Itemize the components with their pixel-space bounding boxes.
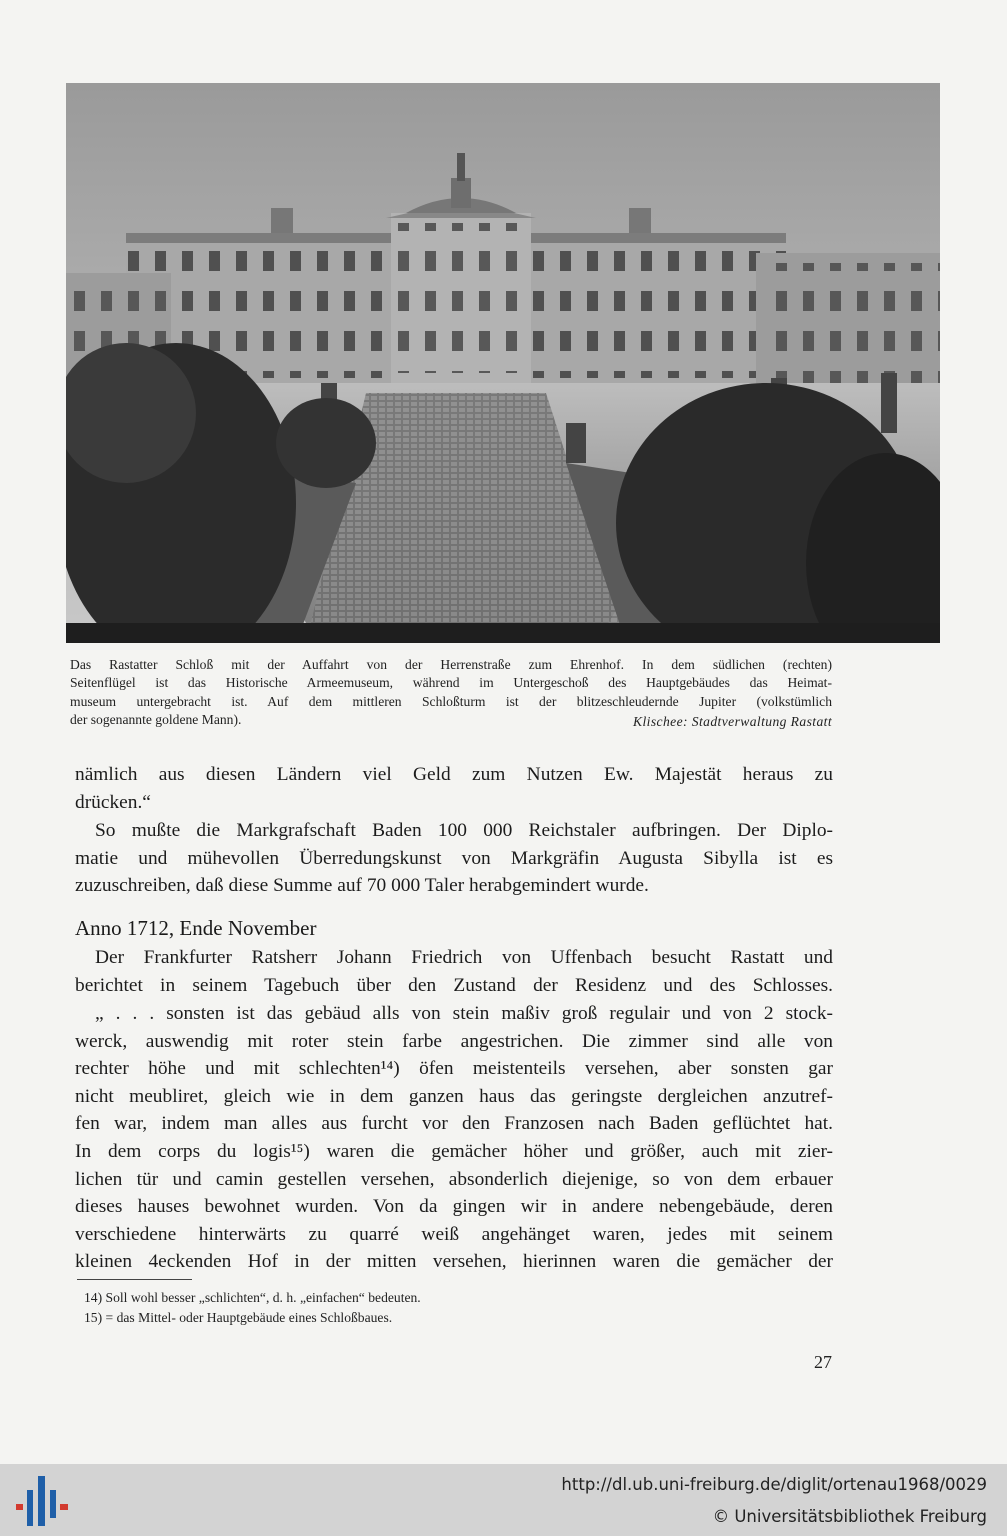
caption-line: der sogenannte goldene Mann).	[70, 712, 242, 728]
library-logo-icon	[16, 1474, 68, 1528]
paragraph	[75, 817, 833, 900]
page-number: 27	[814, 1352, 832, 1372]
caption-line: Das Rastatter Schloß mit der Auffahrt von der Herrenstraße zum Ehrenhof. In dem südlichen (rechten)	[70, 657, 832, 672]
text-line: drücken.“	[75, 791, 151, 813]
footnotes	[84, 1288, 421, 1328]
text-line: verschiedene hinterwärts zu quarré weiß angehänget waren, jedes mit seinem	[75, 1223, 833, 1245]
text-line: dieses hauses bewohnet wurden. Von da gingen wir in andere nebengebäude, deren	[75, 1196, 833, 1218]
quote-paragraph	[75, 1000, 833, 1276]
text-line: nicht meubliret, gleich wie in dem ganzen haus das geringste dergleichen anzutref-	[75, 1085, 833, 1107]
text-line: berichtet in seinem Tagebuch über den Zustand der Residenz und des Schlosses.	[75, 974, 833, 996]
caption-line: Seitenflügel ist das Historische Armeemuseum, während im Untergeschoß des Hauptgebäudes das Heimat-	[70, 675, 832, 691]
palace-photograph	[66, 83, 940, 643]
photo-caption	[70, 656, 832, 732]
text-line: rechter höhe und mit schlechten¹⁴) öfen meistenteils versehen, aber sonsten gar	[75, 1058, 833, 1080]
text-line: Der Frankfurter Ratsherr Johann Friedrich von Uffenbach besucht Rastatt und	[95, 947, 833, 968]
text-line: matie und mühevollen Überredungskunst von Markgräfin Augusta Sibylla ist es	[75, 847, 833, 869]
text-line: zuzuschreiben, daß diese Summe auf 70 000 Taler herabgemindert wurde.	[75, 875, 649, 897]
viewer-footer	[0, 1464, 1007, 1536]
text-line: nämlich aus diesen Ländern viel Geld zum Nutzen Ew. Majestät heraus zu	[75, 764, 833, 785]
text-line: „ . . . sonsten ist das gebäud alls von stein maßiv groß regulair und von 2 stock-	[95, 1003, 833, 1024]
text-line: kleinen 4eckenden Hof in der mitten versehen, hierinnen waren die gemächer der	[75, 1251, 833, 1273]
footnote-15: 15) = das Mittel- oder Hauptgebäude eines Schloßbaues.	[84, 1310, 393, 1325]
photo-credit: Klischee: Stadtverwaltung Rastatt	[633, 714, 832, 730]
text-line: lichen tür und camin gestellen versehen, absonderlich diejenige, so von dem erbauer	[75, 1168, 833, 1190]
paragraph	[75, 944, 833, 999]
section-heading: Anno 1712, Ende November	[75, 916, 317, 940]
text-line: So mußte die Markgrafschaft Baden 100 000 Reichstaler aufbringen. Der Diplo-	[95, 820, 833, 841]
text-line: fen war, indem man alles aus furcht vor den Franzosen nach Baden geflüchtet hat.	[75, 1113, 833, 1135]
copyright-notice: © Universitätsbibliothek Freiburg	[712, 1507, 987, 1526]
caption-line: museum untergebracht ist. Auf dem mittleren Schloßturm ist der blitzeschleudernde Jupiter (volkstümlich	[70, 693, 832, 709]
text-line: werck, auswendig mit roter stein farbe angestrichen. Die zimmer sind alle von	[75, 1030, 833, 1052]
text-line: In dem corps du logis¹⁵) waren die gemächer höher und größer, auch mit zier-	[75, 1140, 833, 1162]
paragraph	[75, 761, 833, 816]
footnote-divider	[77, 1279, 192, 1280]
document-url[interactable]: http://dl.ub.uni-freiburg.de/diglit/ortenau1968/0029	[561, 1475, 987, 1494]
footnote-14: 14) Soll wohl besser „schlichten“, d. h. „einfachen“ bedeuten.	[84, 1290, 421, 1305]
